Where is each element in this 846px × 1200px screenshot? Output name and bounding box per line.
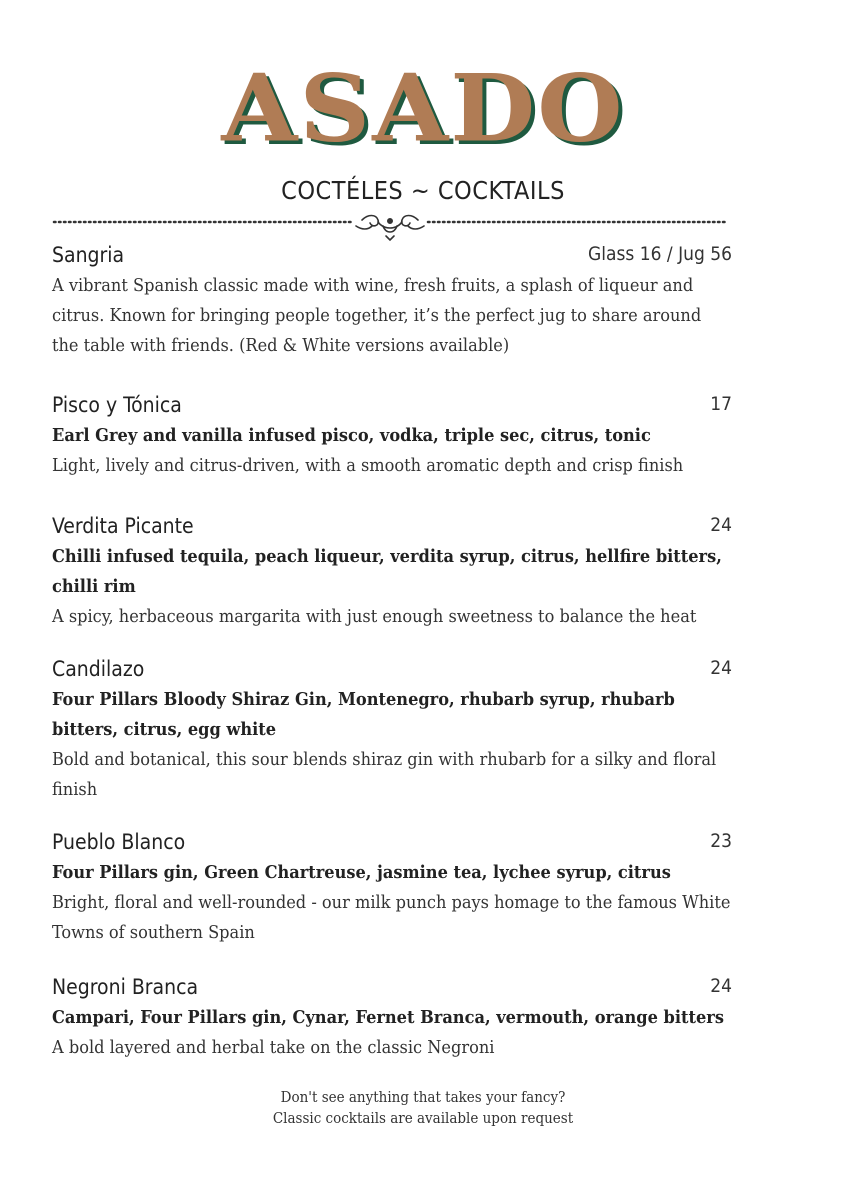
- item-ingredients: Earl Grey and vanilla infused pisco, vodka, triple sec, citrus, tonic: [52, 425, 651, 446]
- item-ingredients: Four Pillars gin, Green Chartreuse, jasmine tea, lychee syrup, citrus: [52, 862, 671, 883]
- item-price: Glass 16 / Jug 56: [588, 243, 732, 265]
- item-price: 24: [710, 657, 732, 679]
- item-description: A vibrant Spanish classic made with wine, fresh fruits, a splash of liqueur and citrus. Known for bringing people together, it’s the perfect jug to share around the table with friends. (Red & White versions available): [52, 275, 702, 356]
- item-name: Candilazo: [52, 657, 145, 681]
- ornamental-divider: [52, 212, 732, 244]
- item-description: A spicy, herbaceous margarita with just enough sweetness to balance the heat: [52, 606, 697, 627]
- item-name: Negroni Branca: [52, 975, 199, 999]
- menu-item-sangria: [52, 243, 732, 361]
- item-ingredients: Campari, Four Pillars gin, Cynar, Fernet Branca, vermouth, orange bitters: [52, 1007, 724, 1028]
- footer-note: [0, 1087, 846, 1129]
- footer-line-2: Classic cocktails are available upon request: [272, 1109, 574, 1127]
- item-ingredients: Chilli infused tequila, peach liqueur, verdita syrup, citrus, hellfire bitters, chilli rim: [52, 546, 722, 597]
- item-name: Pisco y Tónica: [52, 393, 182, 417]
- footer-line-1: Don't see anything that takes your fancy?: [280, 1088, 566, 1106]
- item-name: Verdita Picante: [52, 514, 194, 538]
- menu-item-pisco-y-tonica: [52, 393, 732, 481]
- item-price: 24: [710, 514, 732, 536]
- item-description: Bold and botanical, this sour blends shiraz gin with rhubarb for a silky and floral finish: [52, 749, 717, 800]
- item-price: 23: [710, 830, 732, 852]
- menu-item-verdita-picante: [52, 514, 732, 632]
- item-ingredients: Four Pillars Bloody Shiraz Gin, Montenegro, rhubarb syrup, rhubarb bitters, citrus, egg white: [52, 689, 675, 740]
- page-title: COCTÉLES ~ COCKTAILS: [281, 176, 565, 205]
- item-description: A bold layered and herbal take on the classic Negroni: [52, 1037, 495, 1058]
- item-price: 17: [710, 393, 732, 415]
- menu-item-negroni-branca: [52, 975, 732, 1063]
- item-description: Bright, floral and well-rounded - our milk punch pays homage to the famous White Towns of southern Spain: [52, 892, 731, 943]
- menu-item-candilazo: [52, 657, 732, 805]
- item-description: Light, lively and citrus-driven, with a smooth aromatic depth and crisp finish: [52, 455, 684, 476]
- item-name: Pueblo Blanco: [52, 830, 186, 854]
- menu-item-pueblo-blanco: [52, 830, 732, 948]
- item-price: 24: [710, 975, 732, 997]
- logo: ASADO: [221, 53, 625, 164]
- item-name: Sangria: [52, 243, 125, 267]
- flourish-icon: [356, 216, 424, 241]
